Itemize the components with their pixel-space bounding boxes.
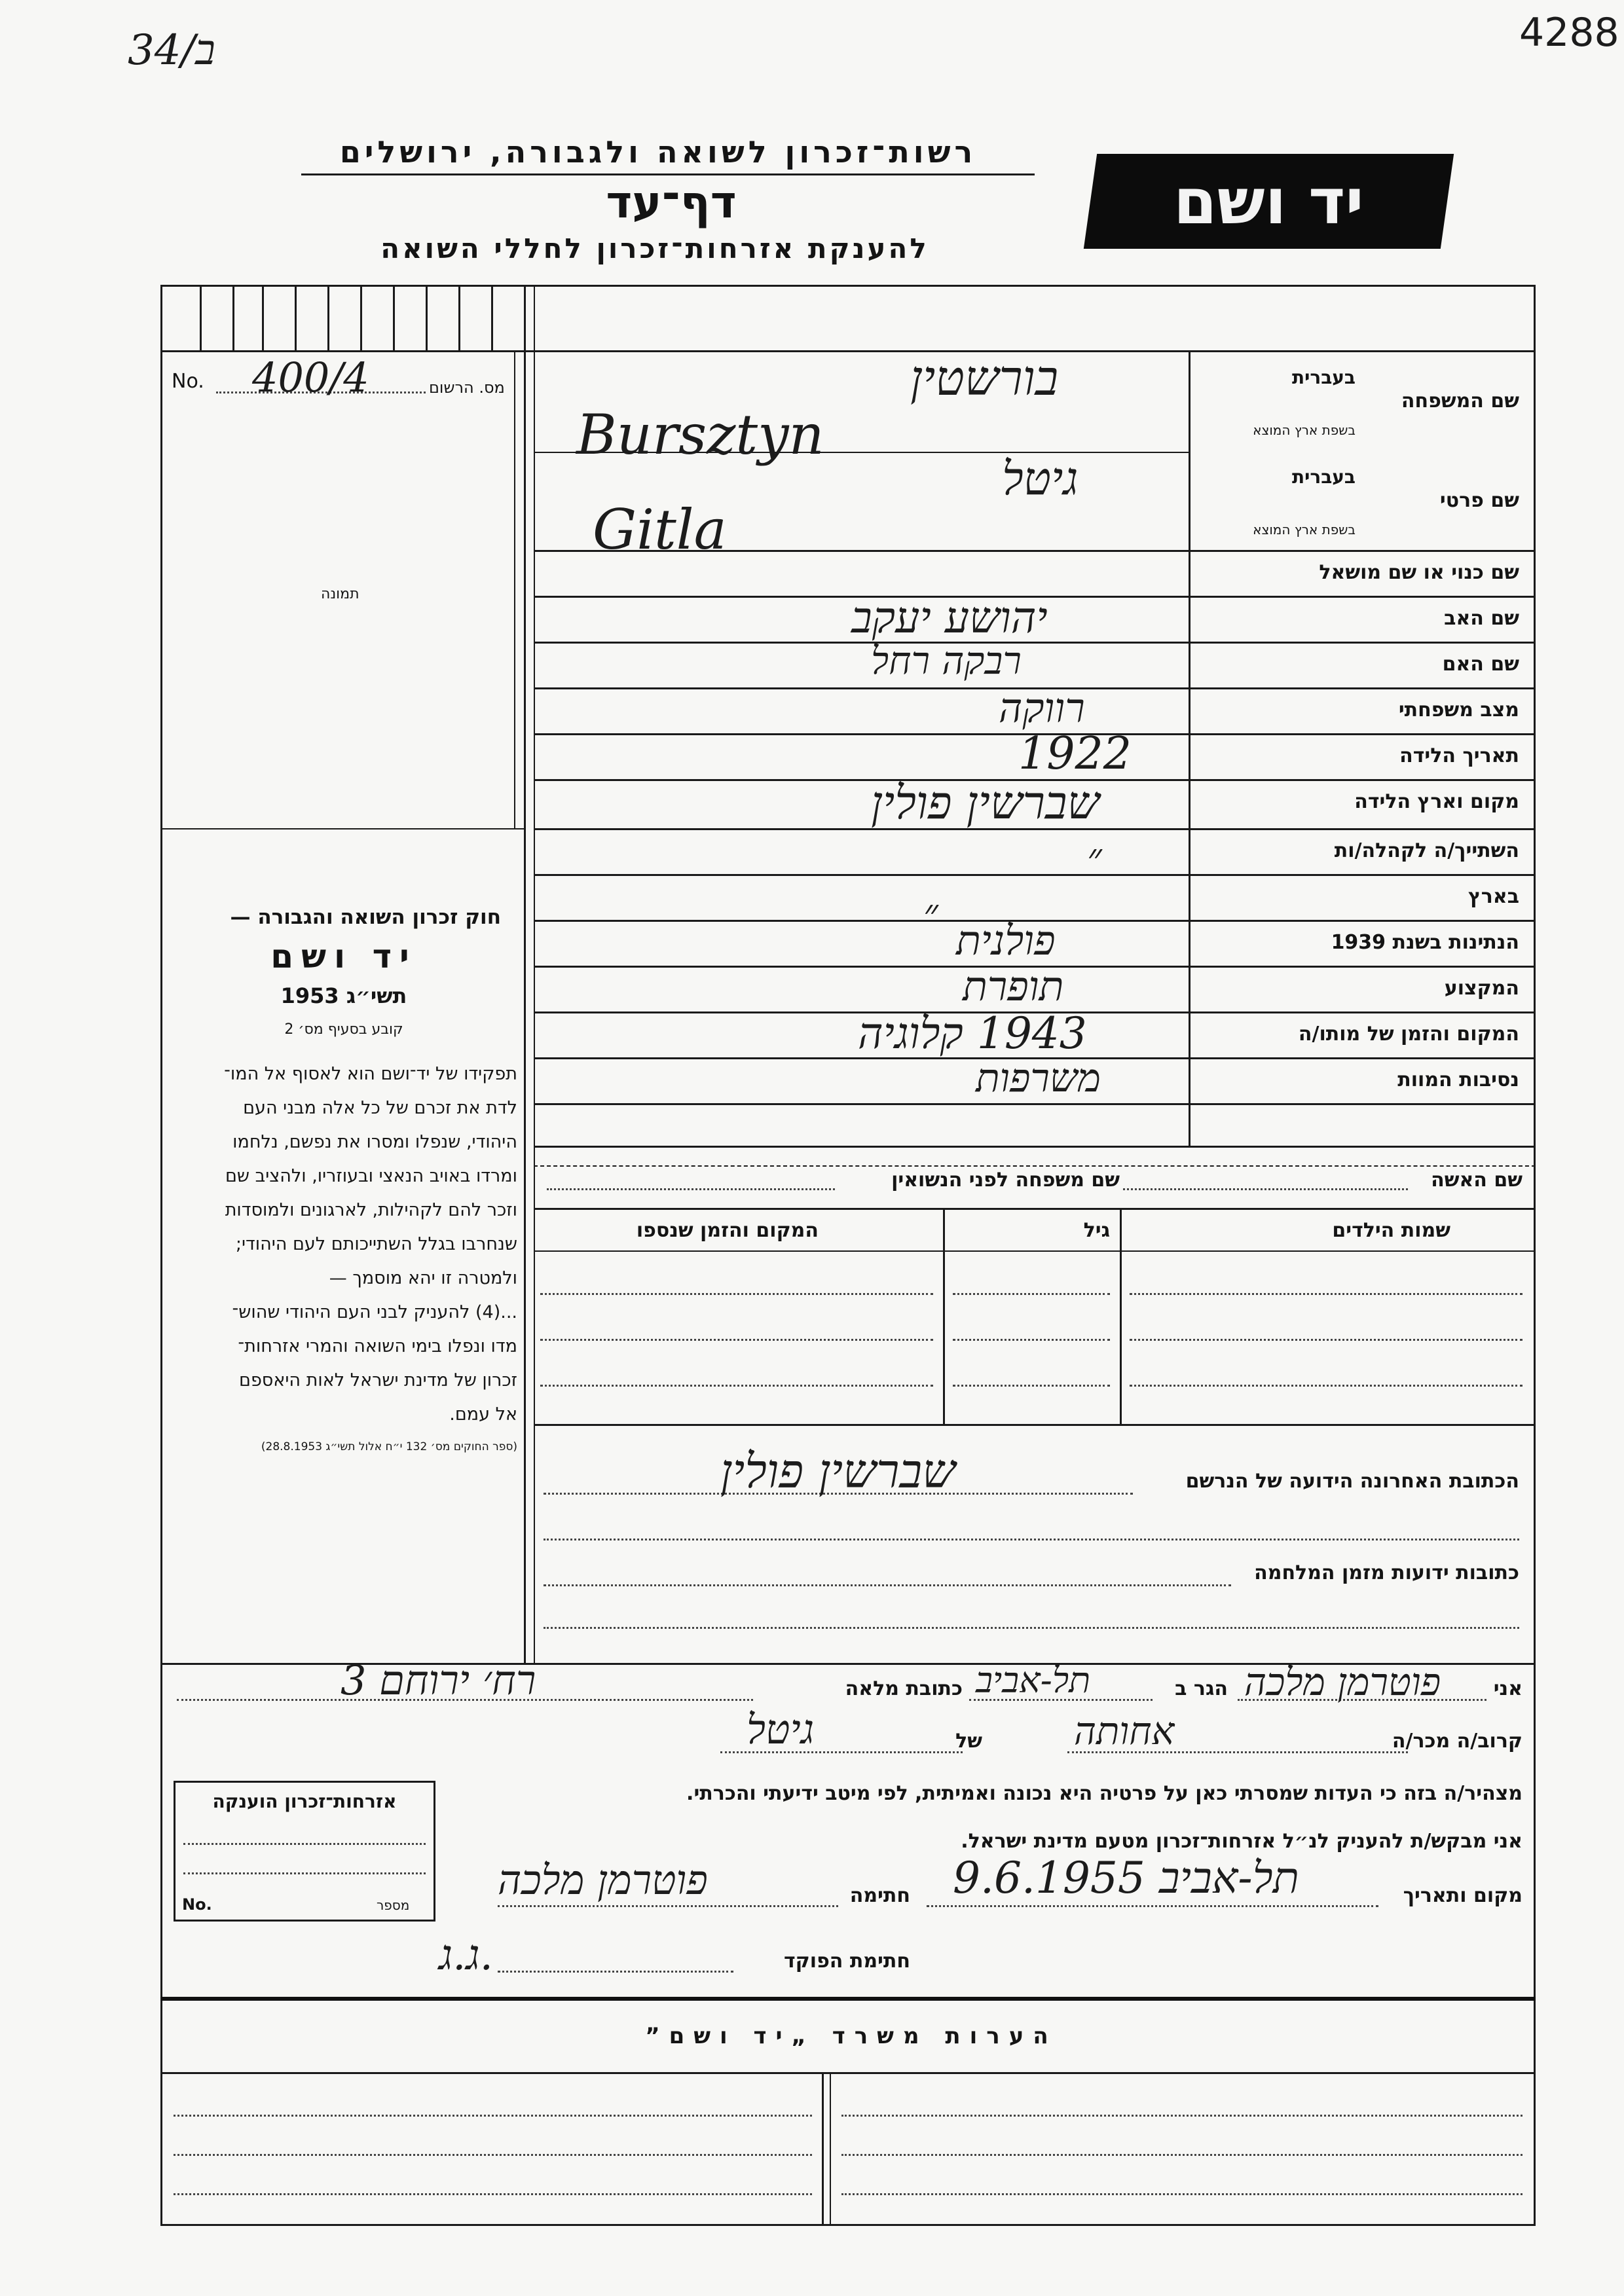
label-i: אני <box>1493 1677 1522 1700</box>
value-witness-address: רח׳ ירוחם 3 <box>341 1656 536 1704</box>
label-full-address: כתובת מלאה <box>845 1677 963 1700</box>
law-line: וזכר להם לקהילות, לארגונים ולמוסדות <box>225 1200 517 1220</box>
label-wife: שם האשה <box>1431 1169 1522 1192</box>
law-line: היהודי, שנפלו ומסרו את נפשם, נלחמו <box>232 1132 517 1152</box>
authority-underline <box>301 173 1035 175</box>
value-relative-of: גיטל <box>747 1705 815 1753</box>
label-column-divider <box>1189 350 1190 1146</box>
yad-vashem-logo <box>1084 154 1454 249</box>
value-country: ״ <box>923 890 938 936</box>
code-boxes-bottom <box>160 350 1536 352</box>
label-origin-language: בשפת ארץ המוצא <box>1253 522 1356 538</box>
value-family-hebrew: בורשטין <box>910 350 1059 407</box>
label-birth-place: מקום וארץ הלידה <box>1354 790 1519 813</box>
value-death-place-time: 1943 קלוגיה <box>858 1008 1087 1059</box>
law-line: מדו ונפלו בימי השואה והמרי אזרחות־ <box>238 1336 517 1357</box>
label-first-name: שם פרטי <box>1439 489 1519 512</box>
label-citizenship: הנתינות בשנת 1939 <box>1331 931 1519 954</box>
label-maiden-name: שם משפחה לפני הנשואין <box>891 1169 1120 1192</box>
law-org: יד ושם <box>270 938 417 975</box>
value-witness-name: פוטרמן מלכה <box>1244 1660 1441 1704</box>
value-birth-date: 1922 <box>1018 728 1132 780</box>
label-father: שם האב <box>1444 607 1519 630</box>
corner-note-left: 34/ב <box>128 26 215 75</box>
value-first-hebrew: גיטל <box>1002 452 1079 505</box>
value-witness-signature: פוטרמן מלכה <box>498 1856 708 1904</box>
form-title: דף־עד <box>606 177 737 228</box>
form-subtitle: להענקת אזרחות־זכרון לחללי השואה <box>380 232 929 264</box>
value-witness-city: תל-אביב <box>976 1660 1091 1701</box>
corner-note-right: 4288 <box>1519 10 1619 56</box>
law-line: ...(4) להעניק לבני העם היהודי שהוש־ <box>232 1302 517 1322</box>
value-mother: רבקה רחל <box>871 638 1022 683</box>
column-divider <box>524 285 526 1663</box>
label-nickname: שם כנוי או שם מושאל <box>1319 561 1519 584</box>
registration-no-label: No. <box>172 370 204 393</box>
registration-no-hebrew: מס. הרשום <box>429 378 505 397</box>
label-age: גיל <box>1083 1219 1110 1242</box>
law-line: אל עמם. <box>449 1404 517 1425</box>
label-marital-status: מצב משפחתי <box>1398 699 1519 721</box>
label-war-addresses: כתובות ידועות מזמן המלחמה <box>1254 1561 1519 1584</box>
label-signature: חתימה <box>849 1884 910 1907</box>
label-family-name: שם המשפחה <box>1401 390 1519 412</box>
law-note: קובע בסעיף מס׳ 2 <box>284 1021 403 1038</box>
law-line: ומרדו באויב הנאצי ובעוזריו, ולהציב שם <box>225 1166 517 1186</box>
law-line: תפקידו של יד־ושם הוא לאסוף אל המו־ <box>224 1064 517 1084</box>
value-birth-place: שברשין פולין <box>871 776 1100 829</box>
label-resident-of: הגר ב <box>1175 1677 1228 1700</box>
law-line: שנחרבו בגלל השתייכותם לעם היהודי; <box>235 1234 517 1254</box>
label-of: של <box>955 1730 982 1753</box>
label-children-death: המקום והזמן שנספו <box>636 1219 819 1242</box>
label-in-hebrew: בעברית <box>1291 367 1356 388</box>
label-mother: שם האם <box>1442 653 1519 676</box>
label-place-date: מקום ותאריך <box>1403 1884 1522 1907</box>
value-citizenship: פולנית <box>956 917 1056 964</box>
law-line: ולמטרה זו יהא מוסמך — <box>329 1268 517 1288</box>
value-profession: תופרת <box>963 962 1064 1010</box>
label-community: השתייך/ה לקהלה/ות <box>1334 839 1519 862</box>
logo-text: יד ושם <box>1173 164 1364 238</box>
law-line: זכרון של מדינת ישראל לאות היאספם <box>239 1370 517 1391</box>
label-country: בארץ <box>1467 885 1519 908</box>
label-death-place-time: המקום והזמן של מותו/ה <box>1298 1023 1519 1046</box>
label-profession: המקצוע <box>1444 977 1519 1000</box>
label-origin-language: בשפת ארץ המוצא <box>1253 422 1356 438</box>
label-birth-date: תאריך הלידה <box>1399 744 1519 767</box>
law-year: תשי״ג 1953 <box>280 983 407 1008</box>
box-no-hebrew: מספר <box>377 1897 410 1913</box>
authority-title: רשות־זכרון לשואה ולגבורה, ירושלים <box>339 134 977 170</box>
label-clerk-signature: חתימת הפוקד <box>784 1950 910 1973</box>
value-family-latin: Bursztyn <box>576 403 824 467</box>
value-clerk-signature: ג.ג. <box>439 1931 493 1980</box>
box-no-label: No. <box>182 1895 212 1914</box>
office-remarks-divider <box>160 1997 1536 2001</box>
value-community: ״ <box>1087 835 1102 881</box>
value-death-circumstances: משרפות <box>976 1055 1101 1101</box>
value-place-date: תל-אביב 9.6.1955 <box>953 1853 1299 1903</box>
label-relative: קרוב/ה מכר/ה <box>1392 1730 1522 1753</box>
label-death-circumstances: נסיבות המוות <box>1397 1068 1519 1091</box>
office-remarks-title: הערות משרד „יד ושם” <box>645 2023 1058 2049</box>
law-source: (ספר החוקים מס׳ 132 י״ח אלול תשי״ג 28.8.1953) <box>261 1440 517 1453</box>
value-relation: אחותה <box>1074 1709 1175 1753</box>
label-children-names: שמות הילדים <box>1332 1219 1450 1242</box>
value-marital: רווקה <box>999 684 1085 732</box>
declaration-text: מצהיר/ה בזה כי העדות שמסרתי כאן על פרטיה היא נכונה ואמיתית, לפי מיטב ידיעתי והכרתי. <box>686 1782 1522 1805</box>
request-text: אני מבקש/ת להעניק לנ״ל אזרחות־זכרון מטעם מדינת ישראל. <box>961 1830 1522 1853</box>
value-first-latin: Gitla <box>593 498 727 562</box>
value-father: יהושע יעקב <box>851 592 1048 643</box>
label-in-hebrew: בעברית <box>1291 466 1356 488</box>
label-last-address: הכתובת האחרונה הידועה של הנרשם <box>1185 1470 1519 1493</box>
law-line: לדת את זכרם של כל אלה מבני העם <box>243 1098 517 1118</box>
value-last-address: שברשין פולין <box>720 1444 956 1499</box>
registration-no-value: 400/4 <box>252 354 369 401</box>
citizenship-granted-title: אזרחות־זכרון הוענקה <box>212 1791 397 1812</box>
photo-label: תמונה <box>321 586 360 602</box>
law-title: חוק זכרון השואה והגבורה — <box>230 905 501 929</box>
